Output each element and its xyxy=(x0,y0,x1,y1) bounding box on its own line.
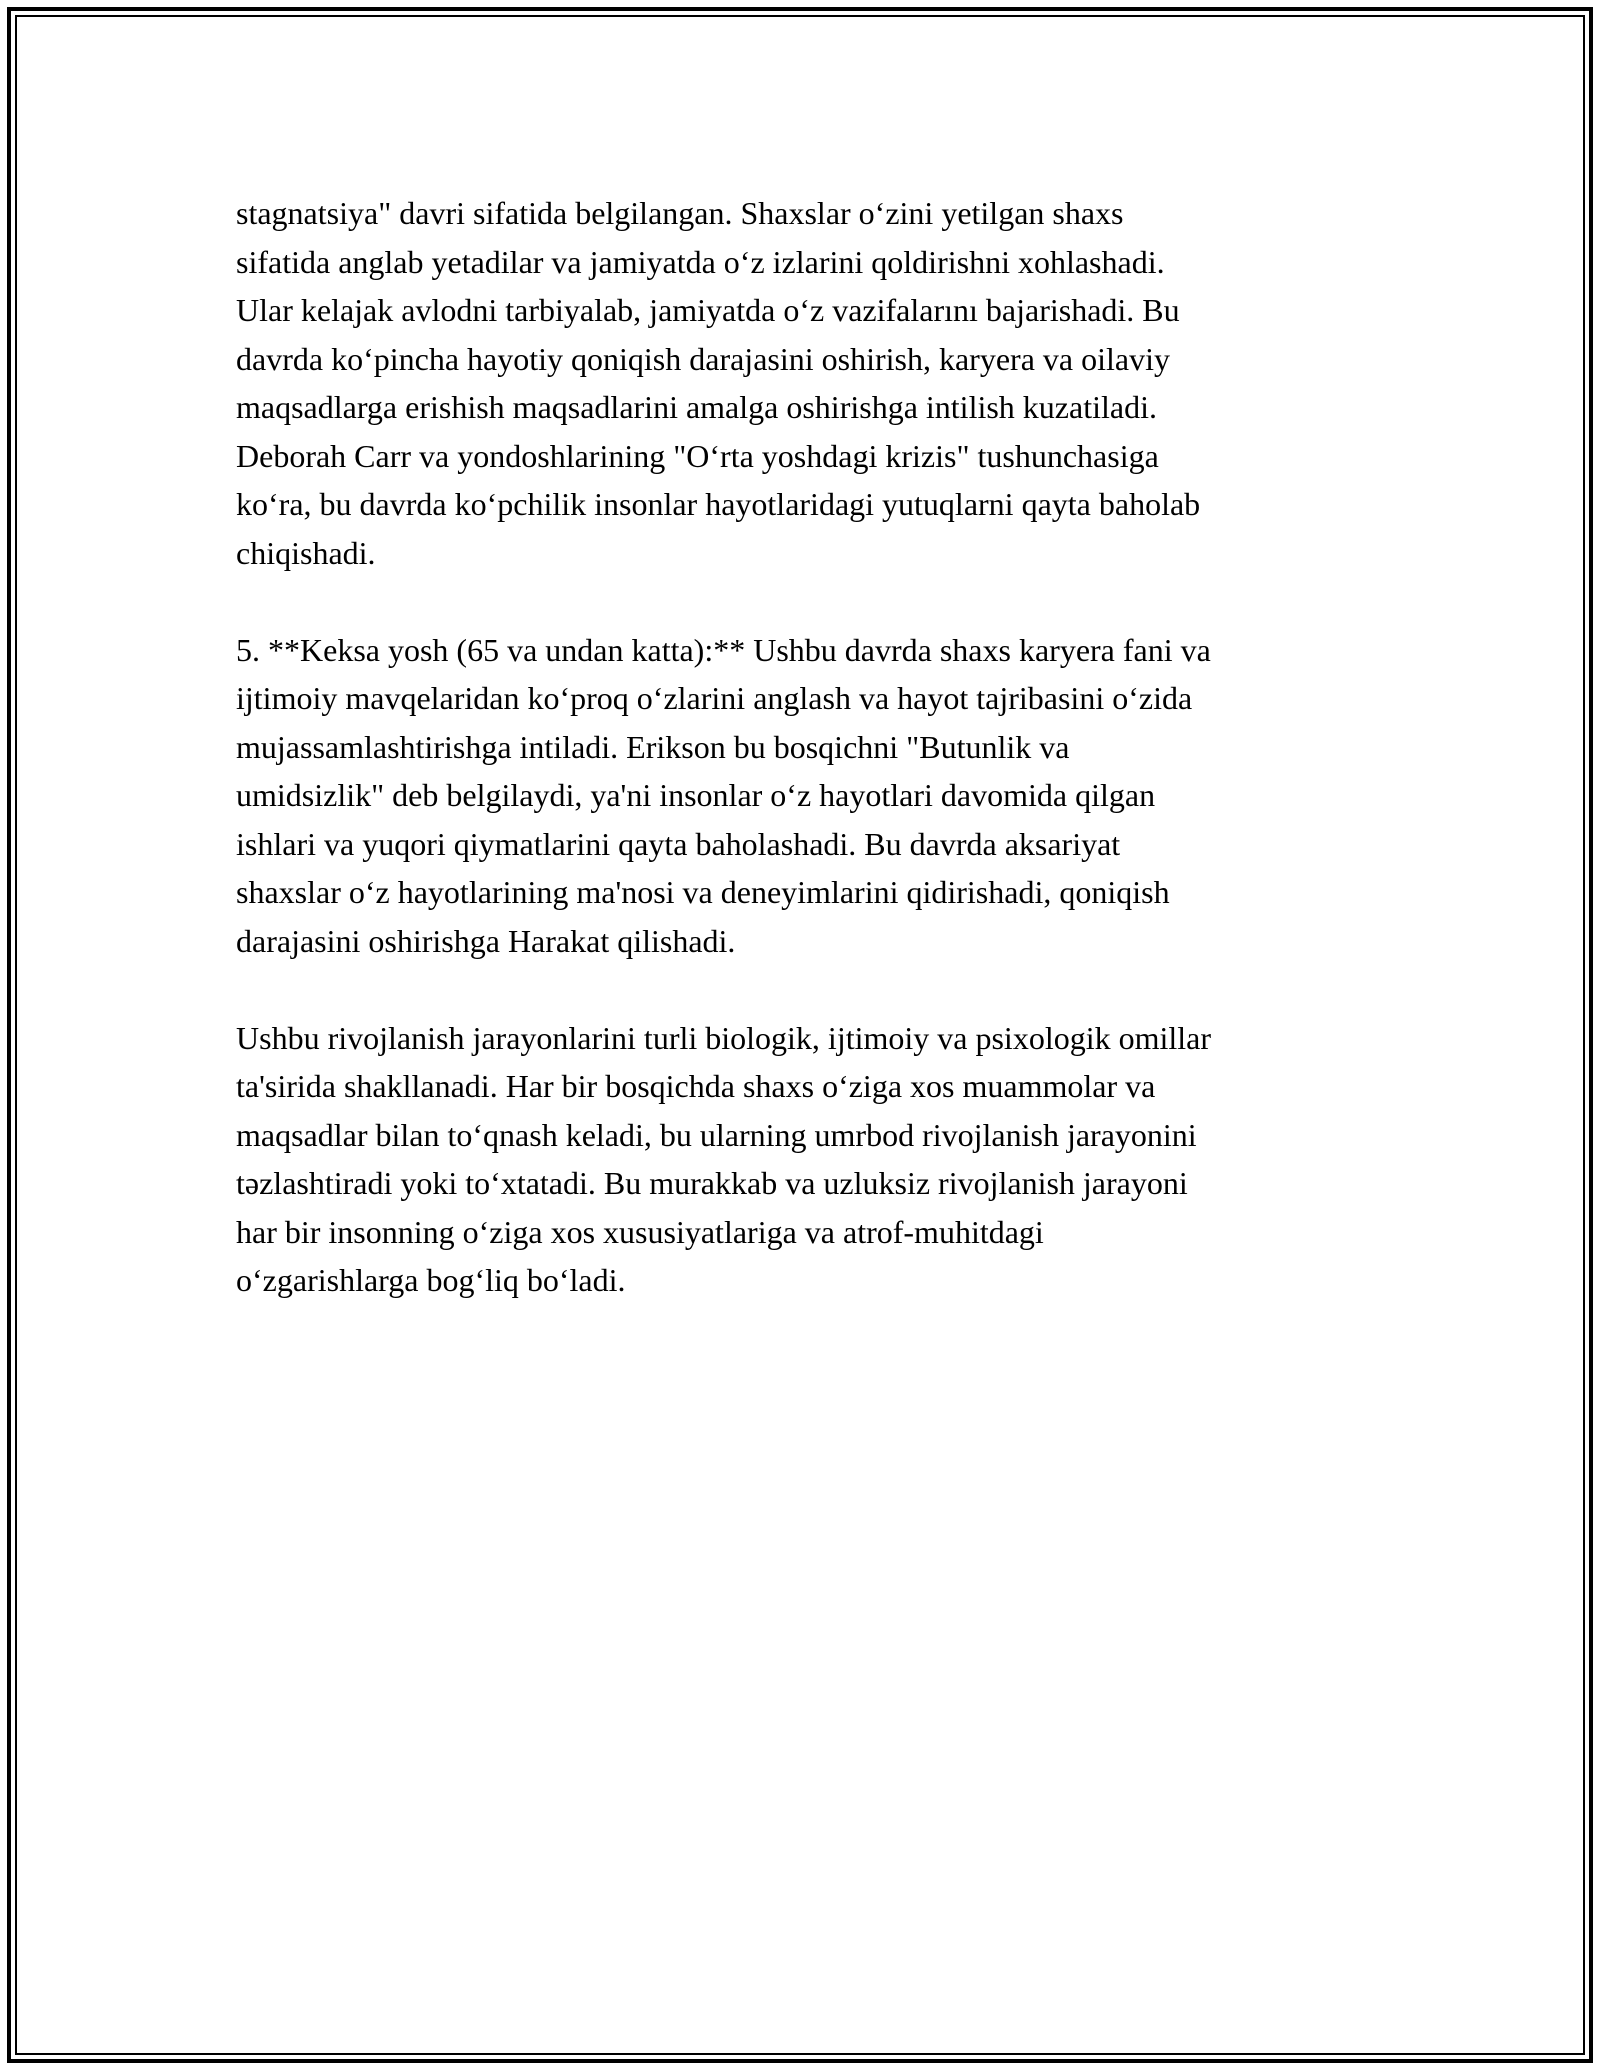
paragraph-conclusion xyxy=(236,1014,1366,1305)
text-line: mujassamlashtirishga intiladi. Erikson bu bosqichni "Butunlik va xyxy=(236,728,1070,765)
text-line: maqsadlar bilan to‘qnash keladi, bu ularning umrbod rivojlanish jarayonini xyxy=(236,1116,1197,1153)
text-line: o‘zgarishlarga bog‘liq bo‘ladi. xyxy=(236,1262,626,1298)
text-line: ishlari va yuqori qiymatlarini qayta baholashadi. Bu davrda aksariyat xyxy=(236,825,1121,862)
text-line: davrda ko‘pincha hayotiy qoniqish darajasini oshirish, karyera va oilaviy xyxy=(236,340,1170,377)
text-line: 5. **Keksa yosh (65 va undan katta):** Ushbu davrda shaxs karyera fani va xyxy=(236,631,1211,668)
paragraph-midlife xyxy=(236,189,1366,577)
text-line: Ushbu rivojlanish jarayonlarini turli biologik, ijtimoiy va psixologik omillar xyxy=(236,1019,1212,1056)
text-line: ko‘ra, bu davrda ko‘pchilik insonlar hayotlaridagi yutuqlarni qayta baholab xyxy=(236,486,1201,522)
text-line: ijtimoiy mavqelaridan ko‘proq o‘zlarini anglash va hayot tajribasini o‘zida xyxy=(236,680,1193,716)
paragraph-old-age xyxy=(236,626,1366,966)
document-body xyxy=(236,189,1366,1353)
text-line: har bir insonning o‘ziga xos xususiyatlariga va atrof-muhitdagi xyxy=(236,1213,1044,1250)
text-line: Deborah Carr va yondoshlarining "O‘rta yoshdagi krizis" tushunchasiga xyxy=(236,437,1159,474)
text-line: ta'sirida shakllanadi. Har bir bosqichda shaxs o‘ziga xos muammolar va xyxy=(236,1068,1156,1104)
text-line: maqsadlarga erishish maqsadlarini amalga oshirishga intilish kuzatiladi. xyxy=(236,389,1157,425)
text-line: Ular kelajak avlodni tarbiyalab, jamiyatda o‘z vazifalarını bajarishadi. Bu xyxy=(236,292,1180,328)
text-line: chiqishadi. xyxy=(236,534,376,571)
text-line: umidsizlik" deb belgilaydi, ya'ni insonlar o‘z hayotlari davomida qilgan xyxy=(236,777,1156,813)
text-line: shaxslar o‘z hayotlarining ma'nosi va deneyimlarini qidirishadi, qoniqish xyxy=(236,874,1170,910)
text-line: stagnatsiya" davri sifatida belgilangan. Shaxslar o‘zini yetilgan shaxs xyxy=(236,195,1124,231)
text-line: təzlashtiradi yoki to‘xtatadi. Bu murakkab va uzluksiz rivojlanish jarayoni xyxy=(236,1165,1188,1201)
text-line: sifatida anglab yetadilar va jamiyatda o‘z izlarini qoldirishni xohlashadi. xyxy=(236,243,1165,280)
text-line: darajasini oshirishga Harakat qilishadi. xyxy=(236,922,736,959)
